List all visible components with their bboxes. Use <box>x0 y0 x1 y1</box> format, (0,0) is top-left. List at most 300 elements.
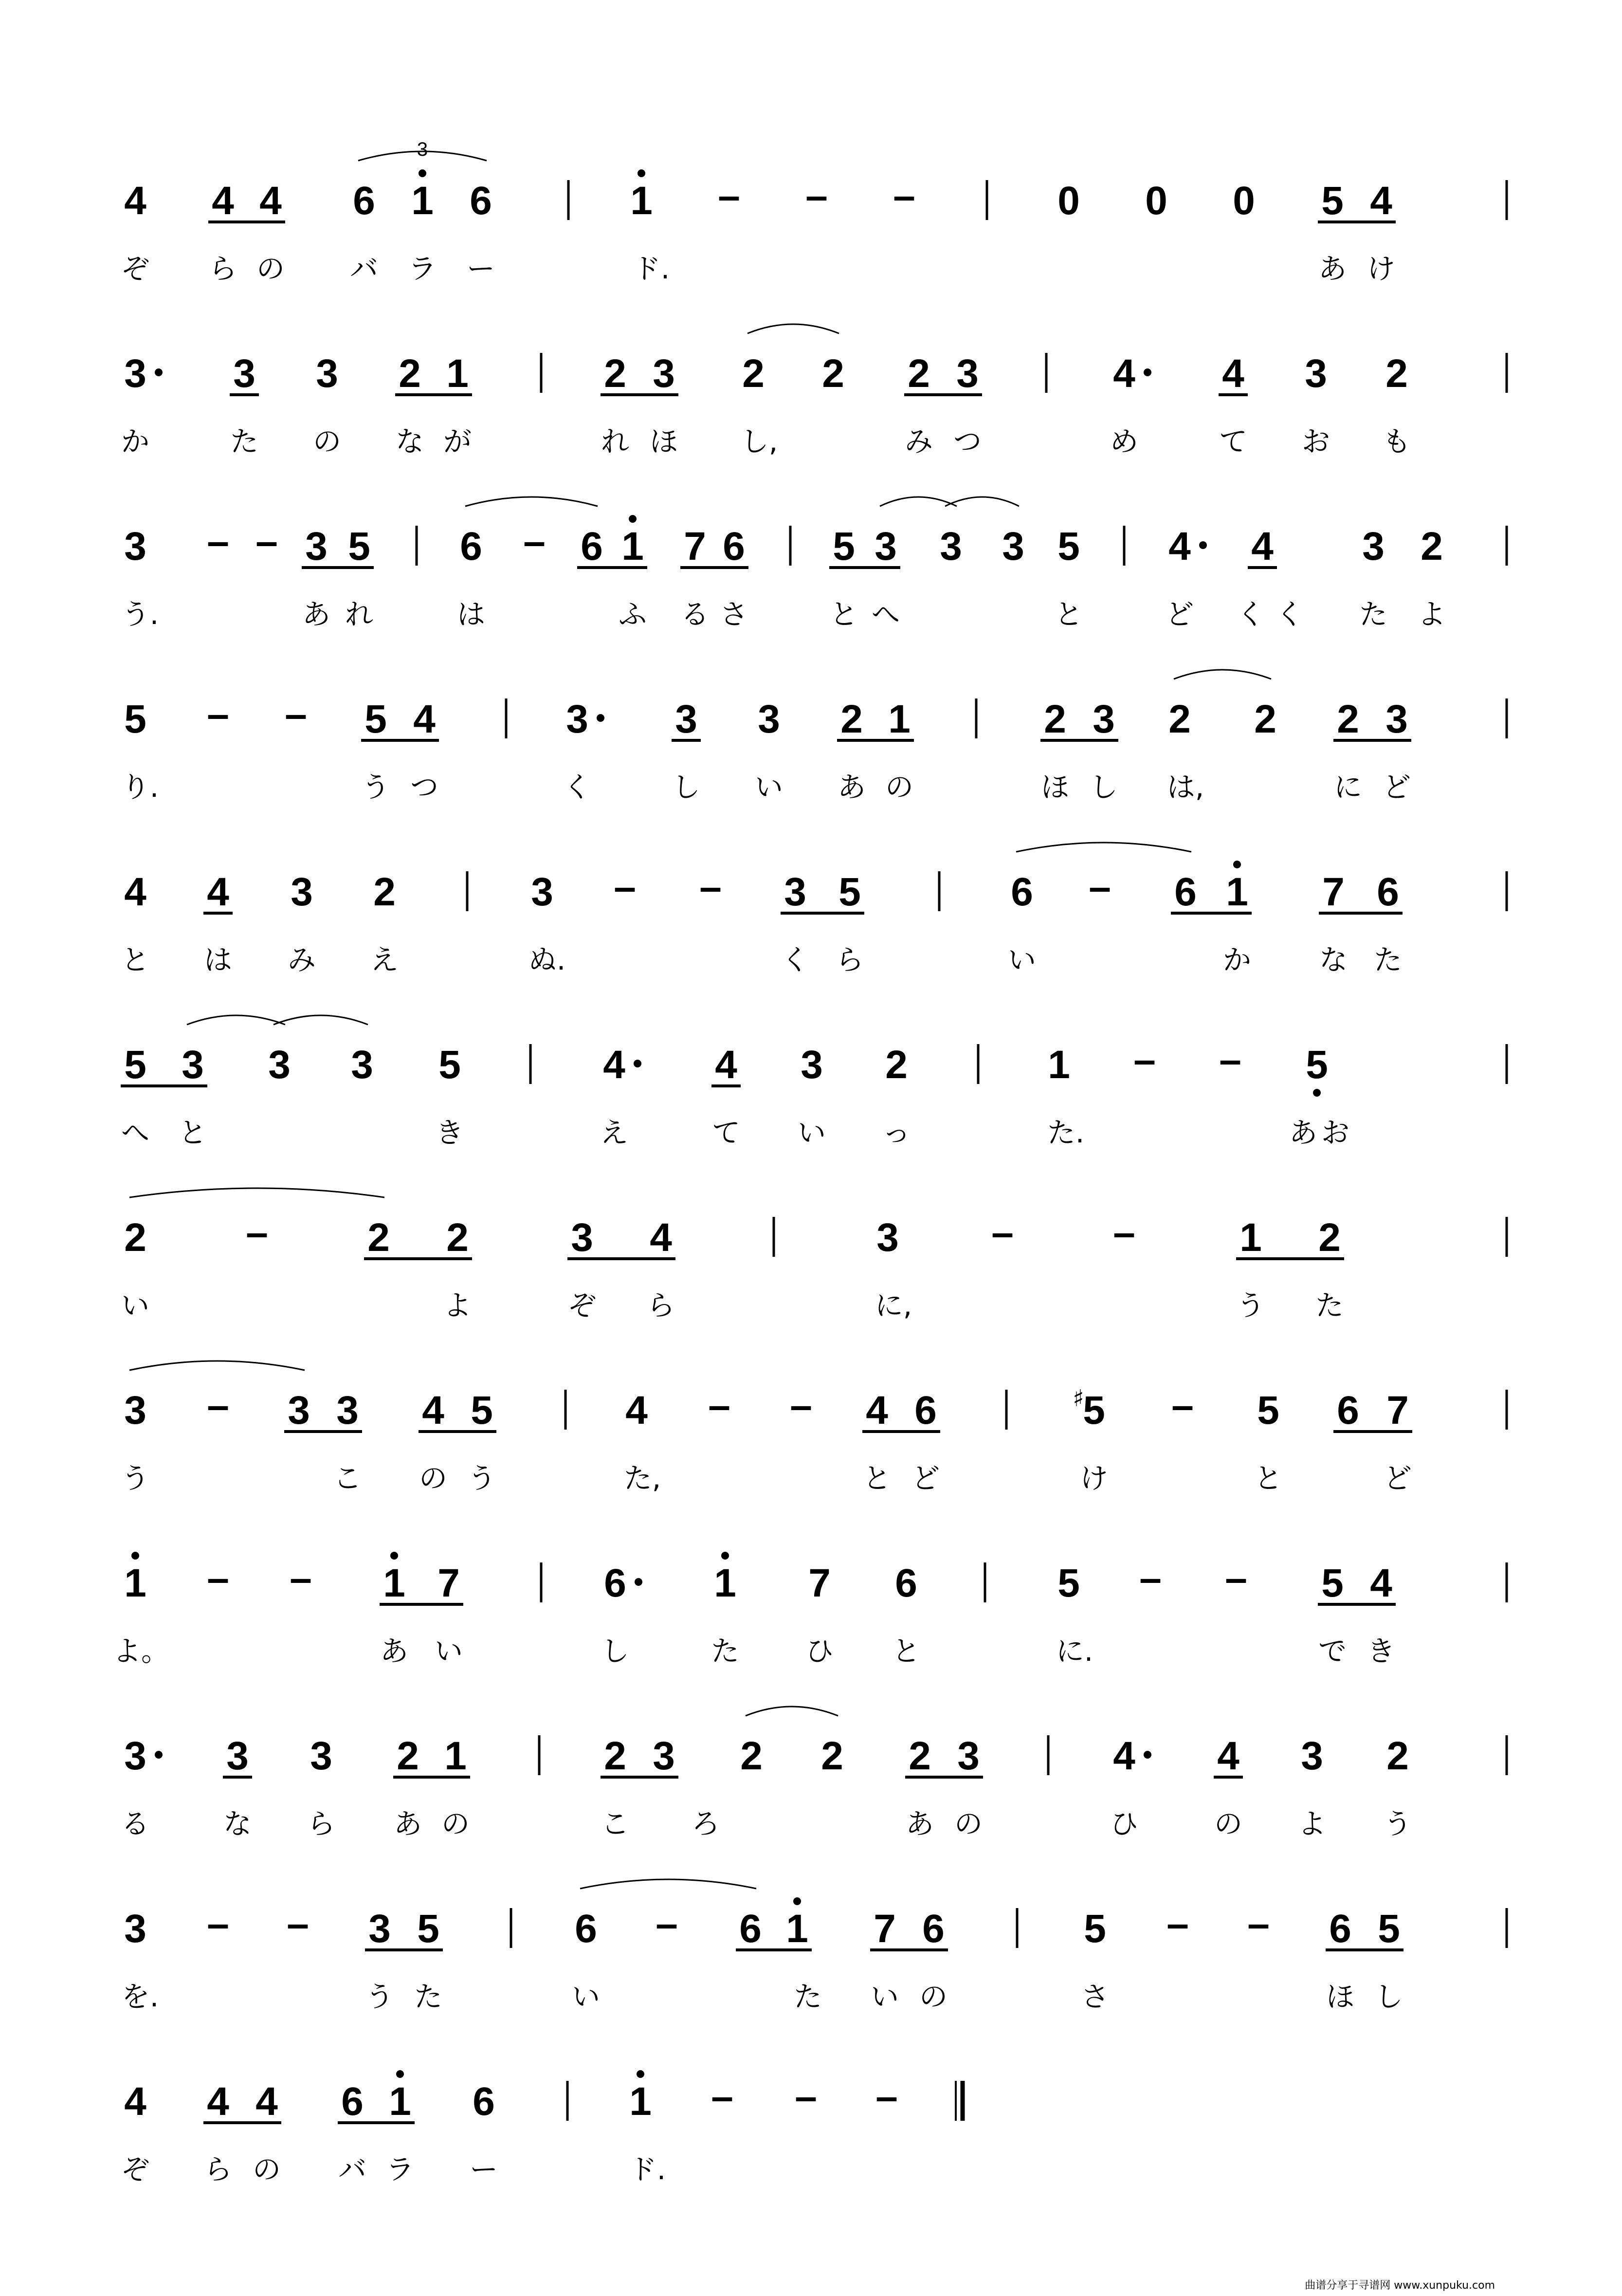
note: 6 <box>581 524 603 569</box>
note: 3 <box>653 351 675 396</box>
lyric-syllable: う <box>467 1462 496 1495</box>
duration-dash: – <box>1225 1556 1247 1600</box>
note: 3 <box>875 524 897 569</box>
high-octave-dot <box>390 1552 398 1560</box>
note: 4 <box>124 179 146 223</box>
lyric-syllable: み <box>904 425 933 458</box>
note: 3 <box>336 1388 359 1433</box>
lyric-syllable: ら <box>307 1807 336 1840</box>
score-system <box>121 1015 1507 1149</box>
duration-dash: – <box>207 692 229 736</box>
note: 7 <box>808 1561 831 1605</box>
high-octave-dot <box>721 1552 729 1560</box>
duration-dash: – <box>290 1556 312 1600</box>
lyric-syllable: う <box>1236 1289 1265 1322</box>
lyric-syllable: さ <box>719 598 748 631</box>
duration-dash: – <box>285 692 307 736</box>
lyric-syllable: は <box>456 598 486 631</box>
note: 6 <box>1329 1907 1351 1951</box>
high-octave-dot <box>396 2070 404 2078</box>
note: 0 <box>1145 179 1167 223</box>
note: 3 <box>124 1388 146 1433</box>
duration-dash: – <box>1219 1038 1241 1082</box>
lyric-syllable: に <box>1333 771 1363 804</box>
note: 2 <box>1044 697 1066 741</box>
lyric-syllable: ど <box>1383 1462 1412 1495</box>
sharp-sign: ♯ <box>1073 1385 1084 1412</box>
note: 3 <box>784 870 806 914</box>
lyric-syllable: た <box>1315 1289 1344 1322</box>
note: 4 <box>603 1043 625 1087</box>
lyric-syllable: の <box>312 425 342 458</box>
note: 5 <box>1057 1561 1080 1605</box>
lyric-syllable: っ <box>882 1116 911 1149</box>
note: 6 <box>470 179 492 223</box>
lyric-syllable: が <box>443 425 472 458</box>
high-octave-dot <box>638 169 645 177</box>
lyric-syllable: う <box>1383 1807 1412 1840</box>
note: 2 <box>740 1734 763 1778</box>
duration-dash: – <box>718 174 740 218</box>
duration-dash: – <box>991 1211 1014 1255</box>
lyric-syllable: ら <box>203 2153 233 2186</box>
note: 5 <box>1057 524 1080 569</box>
lyric-syllable: し <box>1089 771 1118 804</box>
lyric-syllable: あ <box>905 1807 934 1840</box>
duration-dash: – <box>255 519 278 564</box>
note: 2 <box>1385 351 1408 396</box>
lyric-syllable: さ <box>1080 1980 1110 2013</box>
note: 3 <box>268 1043 291 1087</box>
lyric-syllable: く <box>1236 598 1265 631</box>
lyric-syllable: う. <box>121 598 159 631</box>
lyric-syllable: な <box>395 425 424 458</box>
lyric-syllable: へ <box>121 1116 150 1149</box>
note: 2 <box>124 1215 146 1260</box>
lyric-syllable: ひ <box>1110 1807 1139 1840</box>
triplet-number: 3 <box>417 139 428 160</box>
augmentation-dot <box>635 1578 642 1586</box>
augmentation-dot <box>597 714 604 722</box>
duration-dash: – <box>246 1211 268 1255</box>
lyric-syllable: か <box>1222 943 1252 976</box>
note: 3 <box>940 524 962 569</box>
note: 3 <box>571 1215 593 1260</box>
lyric-syllable: た, <box>623 1462 661 1495</box>
note: 1 <box>1048 1043 1070 1087</box>
lyric-syllable: と <box>892 1635 921 1668</box>
lyric-syllable: あ <box>1318 252 1347 285</box>
note: 5 <box>364 697 387 741</box>
note: 6 <box>604 1561 626 1605</box>
duration-dash: – <box>287 1902 309 1946</box>
note: 1 <box>621 524 644 569</box>
duration-dash: – <box>656 1902 678 1946</box>
note: 2 <box>1421 524 1443 569</box>
lyric-syllable: み <box>287 943 316 976</box>
note: 3 <box>1093 697 1115 741</box>
lyric-syllable: へ <box>871 598 900 631</box>
lyric-syllable: と <box>1054 598 1083 631</box>
lyric-syllable: よ <box>443 1289 472 1322</box>
note: 6 <box>460 524 482 569</box>
lyric-syllable: よ。 <box>112 1635 170 1668</box>
lyric-syllable: と <box>862 1462 892 1495</box>
note: 6 <box>1337 1388 1359 1433</box>
lyric-syllable: あ <box>837 771 866 804</box>
duration-dash: – <box>1139 1556 1162 1600</box>
augmentation-dot <box>1144 1751 1151 1759</box>
note: 4 <box>1370 179 1392 223</box>
lyric-syllable: る <box>680 598 710 631</box>
lyric-syllable: よ <box>1417 598 1446 631</box>
duration-dash: – <box>207 1902 229 1946</box>
note: 4 <box>207 870 229 914</box>
lyric-syllable: て <box>1219 425 1248 458</box>
lyric-syllable: ど <box>1165 598 1194 631</box>
note: 4 <box>1113 1734 1135 1778</box>
note: 1 <box>714 1561 736 1605</box>
note: 6 <box>1011 870 1033 914</box>
lyric-syllable: た <box>414 1980 443 2013</box>
lyric-syllable: る <box>121 1807 150 1840</box>
note: 2 <box>604 351 626 396</box>
note: 6 <box>922 1907 945 1951</box>
lyric-syllable: れ <box>601 425 630 458</box>
lyric-syllable: て <box>711 1116 741 1149</box>
note: 1 <box>446 351 469 396</box>
score-system <box>122 670 1507 804</box>
note: 1 <box>1226 870 1248 914</box>
note: 6 <box>895 1561 917 1605</box>
lyric-syllable: い <box>571 1980 601 2013</box>
lyric-syllable: た <box>711 1635 740 1668</box>
note: 6 <box>575 1907 597 1951</box>
lyric-syllable: ら <box>835 943 864 976</box>
lyric-syllable: ド. <box>632 252 670 285</box>
slur-arc <box>129 1188 384 1197</box>
lyric-syllable: う <box>361 771 390 804</box>
note: 2 <box>1386 1734 1409 1778</box>
note: 2 <box>840 697 863 741</box>
note: 2 <box>446 1215 469 1260</box>
note: 1 <box>629 2079 652 2124</box>
lyric-syllable: い <box>797 1116 826 1149</box>
lyric-syllable: を. <box>121 1980 159 2013</box>
lyric-syllable: あ <box>302 598 331 631</box>
score-system <box>113 1552 1507 1668</box>
high-octave-dot <box>793 1897 801 1905</box>
note: 3 <box>956 351 979 396</box>
slur-arc <box>1016 843 1191 852</box>
lyric-syllable: く <box>781 943 810 976</box>
note: 5 <box>1321 179 1344 223</box>
score-system <box>121 1361 1507 1495</box>
note: 4 <box>1251 524 1274 569</box>
note: 6 <box>914 1388 937 1433</box>
score-system <box>121 2070 963 2186</box>
slur-arc <box>580 1879 756 1889</box>
lyric-syllable: つ <box>410 771 439 804</box>
note: 4 <box>1217 1734 1239 1778</box>
note: 2 <box>908 351 930 396</box>
note: 5 <box>1084 1907 1106 1951</box>
duration-dash: – <box>711 2075 733 2119</box>
lyric-syllable: く <box>1275 598 1304 631</box>
score-system <box>121 843 1507 976</box>
lyric-syllable: こ <box>333 1462 362 1495</box>
lyric-syllable: し, <box>740 425 778 458</box>
note: 3 <box>1301 1734 1323 1778</box>
lyric-syllable: り. <box>121 771 159 804</box>
lyric-syllable: い <box>434 1635 463 1668</box>
note: 1 <box>444 1734 467 1778</box>
lyric-syllable: ぞ <box>567 1289 597 1322</box>
note: 2 <box>821 1734 843 1778</box>
slur-arc <box>129 1361 305 1370</box>
note: 1 <box>630 179 653 223</box>
duration-dash: – <box>207 1383 229 1428</box>
note: 3 <box>876 1215 899 1260</box>
lyric-syllable: お <box>1321 1116 1350 1149</box>
note: 2 <box>397 1734 419 1778</box>
slur-arc <box>273 1015 368 1025</box>
lyric-syllable: ほ <box>1326 1980 1355 2013</box>
note: 2 <box>909 1734 931 1778</box>
note: 3 <box>316 351 338 396</box>
note: 2 <box>822 351 844 396</box>
lyric-syllable: ー <box>469 2153 498 2186</box>
note: 3 <box>1305 351 1327 396</box>
note: 3 <box>1362 524 1385 569</box>
lyric-syllable: お <box>1301 425 1330 458</box>
lyric-syllable: あ <box>380 1635 409 1668</box>
note: 5 <box>1257 1388 1279 1433</box>
lyric-syllable: の <box>885 771 914 804</box>
lyric-syllable: け <box>1367 252 1396 285</box>
lyric-syllable: の <box>919 1980 948 2013</box>
lyric-syllable: は <box>203 943 233 976</box>
low-octave-dot <box>1313 1089 1321 1097</box>
duration-dash: – <box>614 865 636 909</box>
lyric-syllable: バ <box>338 2153 367 2186</box>
note: 4 <box>124 870 146 914</box>
lyric-syllable: な <box>1319 943 1348 976</box>
duration-dash: – <box>1166 1902 1189 1946</box>
lyric-syllable: と <box>178 1116 207 1149</box>
note: 3 <box>758 697 780 741</box>
lyric-syllable: ラ <box>408 252 437 285</box>
lyric-syllable: え <box>600 1116 629 1149</box>
note: 3 <box>288 1388 310 1433</box>
lyric-syllable: く <box>563 771 592 804</box>
note: 4 <box>124 2079 146 2124</box>
lyric-syllable: の <box>954 1807 983 1840</box>
lyric-syllable: の <box>256 252 285 285</box>
note: 3 <box>291 870 313 914</box>
lyric-syllable: ド. <box>628 2153 666 2186</box>
slur-arc <box>465 497 598 506</box>
duration-dash: – <box>699 865 722 909</box>
duration-dash: – <box>1247 1902 1270 1946</box>
note: 2 <box>1318 1215 1341 1260</box>
note: 4 <box>625 1388 648 1433</box>
lyric-syllable: け <box>1079 1462 1109 1495</box>
duration-dash: – <box>1113 1211 1135 1255</box>
note: 1 <box>383 1561 405 1605</box>
note: 1 <box>411 179 434 223</box>
note: 7 <box>1322 870 1345 914</box>
note: 5 <box>838 870 861 914</box>
duration-dash: – <box>1089 865 1111 909</box>
lyric-syllable: ふ <box>618 598 647 631</box>
lyric-syllable: と <box>121 943 150 976</box>
lyric-syllable: う <box>365 1980 394 2013</box>
note: 5 <box>1321 1561 1344 1605</box>
lyric-syllable: よ <box>1297 1807 1327 1840</box>
slur-arc <box>945 497 1019 506</box>
lyric-syllable: に, <box>875 1289 912 1322</box>
lyric-syllable: あ <box>393 1807 422 1840</box>
note: 4 <box>212 179 234 223</box>
note: 3 <box>305 524 328 569</box>
note: 3 <box>310 1734 332 1778</box>
note: 3 <box>233 351 255 396</box>
score-systems <box>113 139 1507 2186</box>
lyric-syllable: ら <box>646 1289 675 1322</box>
note: 2 <box>1254 697 1276 741</box>
note: 3 <box>182 1043 204 1087</box>
note: 5 <box>1306 1043 1328 1087</box>
note: 5 <box>417 1907 439 1951</box>
note: 3 <box>566 697 588 741</box>
note: 7 <box>1386 1388 1409 1433</box>
lyric-syllable: ぞ <box>121 2153 150 2186</box>
note: 4 <box>255 2079 278 2124</box>
note: 0 <box>1057 179 1080 223</box>
lyric-syllable: の <box>252 2153 281 2186</box>
score-system <box>122 1879 1507 2013</box>
high-octave-dot <box>637 2070 644 2078</box>
slur-arc <box>1174 670 1271 679</box>
note: 1 <box>1239 1215 1262 1260</box>
lyric-syllable: い <box>754 771 784 804</box>
lyric-syllable: め <box>1110 425 1139 458</box>
lyric-syllable: ー <box>466 252 495 285</box>
note: 2 <box>373 870 396 914</box>
note: 5 <box>833 524 855 569</box>
score-system <box>121 139 1507 285</box>
slur-arc <box>880 497 957 506</box>
high-octave-dot <box>419 169 426 177</box>
augmentation-dot <box>634 1060 641 1067</box>
note: 6 <box>739 1907 762 1951</box>
lyric-syllable: ラ <box>385 2153 415 2186</box>
note: 4 <box>259 179 282 223</box>
duration-dash: – <box>790 1383 812 1428</box>
lyric-syllable: た <box>1373 943 1403 976</box>
duration-dash: – <box>875 2075 898 2119</box>
lyric-syllable: し <box>1374 1980 1403 2013</box>
note: 4 <box>866 1388 888 1433</box>
note: 7 <box>437 1561 460 1605</box>
lyric-syllable: こ <box>601 1807 630 1840</box>
note: 1 <box>389 2079 411 2124</box>
note: 6 <box>1174 870 1197 914</box>
slur-arc <box>187 1015 285 1025</box>
note: 6 <box>473 2079 495 2124</box>
note: 4 <box>1168 524 1191 569</box>
high-octave-dot <box>1233 861 1241 868</box>
lyric-syllable: の <box>1214 1807 1243 1840</box>
note: 5 <box>124 1043 146 1087</box>
lyric-syllable: い <box>1007 943 1037 976</box>
note: 3 <box>124 1907 146 1951</box>
lyric-syllable: ぬ. <box>528 943 566 976</box>
note: 6 <box>341 2079 364 2124</box>
lyric-syllable: え <box>370 943 399 976</box>
note: 3 <box>124 351 146 396</box>
note: 3 <box>1002 524 1024 569</box>
note: 4 <box>422 1388 444 1433</box>
note: 2 <box>1337 697 1359 741</box>
score-system <box>121 1707 1507 1840</box>
lyric-syllable: き <box>435 1116 464 1149</box>
high-octave-dot <box>131 1552 139 1560</box>
duration-dash: – <box>207 519 229 564</box>
note: 2 <box>1168 697 1191 741</box>
note: 2 <box>742 351 765 396</box>
duration-dash: – <box>1133 1038 1156 1082</box>
duration-dash: – <box>207 1556 229 1600</box>
lyric-syllable: た <box>230 425 259 458</box>
note: 6 <box>723 524 745 569</box>
note: 3 <box>531 870 553 914</box>
lyric-syllable: も <box>1382 425 1411 458</box>
note: 7 <box>874 1907 896 1951</box>
note: 0 <box>1233 179 1255 223</box>
lyric-syllable: で <box>1318 1635 1347 1668</box>
lyric-syllable: ろ <box>691 1807 720 1840</box>
note: 7 <box>684 524 706 569</box>
lyric-syllable: ぞ <box>121 252 150 285</box>
duration-dash: – <box>795 2075 817 2119</box>
lyric-syllable: た. <box>1047 1116 1085 1149</box>
lyric-syllable: の <box>441 1807 470 1840</box>
note: 3 <box>957 1734 980 1778</box>
note: 3 <box>801 1043 823 1087</box>
lyric-syllable: の <box>419 1462 448 1495</box>
augmentation-dot <box>155 368 163 376</box>
duration-dash: – <box>805 174 828 218</box>
note: 2 <box>367 1215 390 1260</box>
lyric-syllable: と <box>829 598 858 631</box>
lyric-syllable: バ <box>349 252 379 285</box>
augmentation-dot <box>1144 368 1151 376</box>
lyric-syllable: た <box>793 1980 822 2013</box>
lyric-syllable: ど <box>911 1462 940 1495</box>
note: 5 <box>1083 1388 1105 1433</box>
note: 5 <box>438 1043 461 1087</box>
lyric-syllable: た <box>1359 598 1388 631</box>
note: 3 <box>124 524 146 569</box>
lyric-syllable: れ <box>345 598 374 631</box>
note: 4 <box>1113 351 1135 396</box>
note: 3 <box>226 1734 249 1778</box>
augmentation-dot <box>155 1751 163 1759</box>
lyric-syllable: あ <box>1289 1116 1318 1149</box>
lyric-syllable: か <box>121 425 150 458</box>
